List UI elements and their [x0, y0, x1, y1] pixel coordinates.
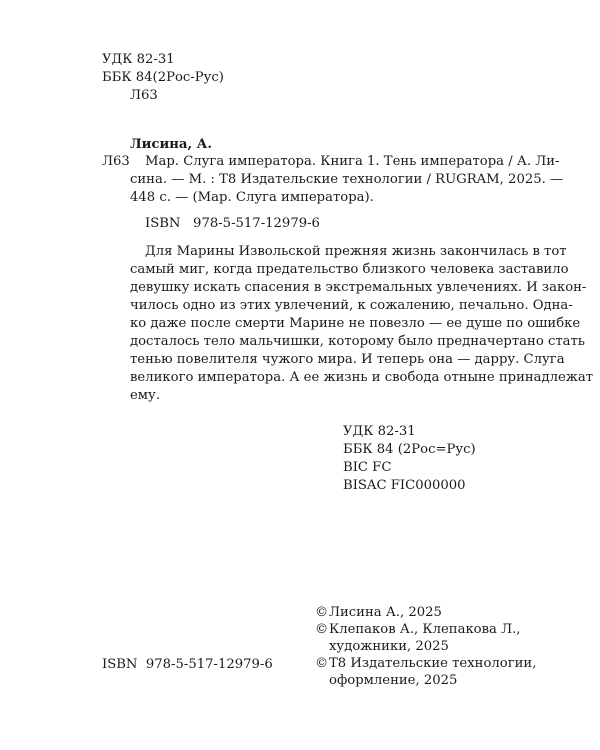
- catalog-line-2: сина. — М. : T8 Издательские технологии / RUGRAM, 2025. —: [130, 172, 564, 187]
- copyright-icon: ©: [315, 622, 329, 637]
- class-bbk: ББК 84 (2Рос=Рус): [343, 442, 476, 457]
- copyright-author: ©Лисина А., 2025: [315, 605, 442, 620]
- annotation-line: чилось одно из этих увлечений, к сожалению, печально. Одна-: [130, 298, 573, 313]
- class-bic: BIC FC: [343, 460, 392, 475]
- annotation-line: ему.: [130, 388, 161, 403]
- annotation-line: досталось тело мальчишки, которому было предначертано стать: [130, 334, 585, 349]
- copyright-artists: ©Клепаков А., Клепакова Л.,: [315, 622, 521, 637]
- annotation-line: великого императора. А ее жизнь и свобода отныне принадлежат: [130, 370, 594, 385]
- copyright-icon: ©: [315, 605, 329, 620]
- catalog-author: Лисина, А.: [130, 137, 212, 152]
- annotation-line: самый миг, когда предательство близкого человека заставило: [130, 262, 569, 277]
- annotation-line: девушку искать спасения в экстремальных увлечениях. И закон-: [130, 280, 587, 295]
- class-udk: УДК 82-31: [343, 424, 416, 439]
- bottom-isbn: ISBN 978-5-517-12979-6: [102, 657, 273, 672]
- annotation-line: тенью повелителя чужого мира. И теперь она — дарру. Слуга: [130, 352, 565, 367]
- catalog-mark: Л63: [102, 154, 130, 169]
- catalog-isbn: ISBN 978-5-517-12979-6: [145, 216, 320, 231]
- catalog-line-3: 448 с. — (Мар. Слуга императора).: [130, 190, 374, 205]
- copyright-icon: ©: [315, 656, 329, 671]
- copyright-artists-cont: художники, 2025: [329, 639, 449, 654]
- top-udk: УДК 82-31: [102, 52, 175, 67]
- copyright-publisher-cont: оформление, 2025: [329, 673, 458, 688]
- class-bisac: BISAC FIC000000: [343, 478, 466, 493]
- top-author-mark: Л63: [130, 88, 158, 103]
- top-bbk: ББК 84(2Рос-Рус): [102, 70, 224, 85]
- annotation-line: ко даже после смерти Марине не повезло — ее душе по ошибке: [130, 316, 581, 331]
- annotation-line: Для Марины Извольской прежняя жизнь закончилась в тот: [145, 244, 567, 259]
- catalog-line-1: Мар. Слуга императора. Книга 1. Тень императора / А. Ли-: [145, 154, 560, 169]
- copyright-publisher: ©T8 Издательские технологии,: [315, 656, 537, 671]
